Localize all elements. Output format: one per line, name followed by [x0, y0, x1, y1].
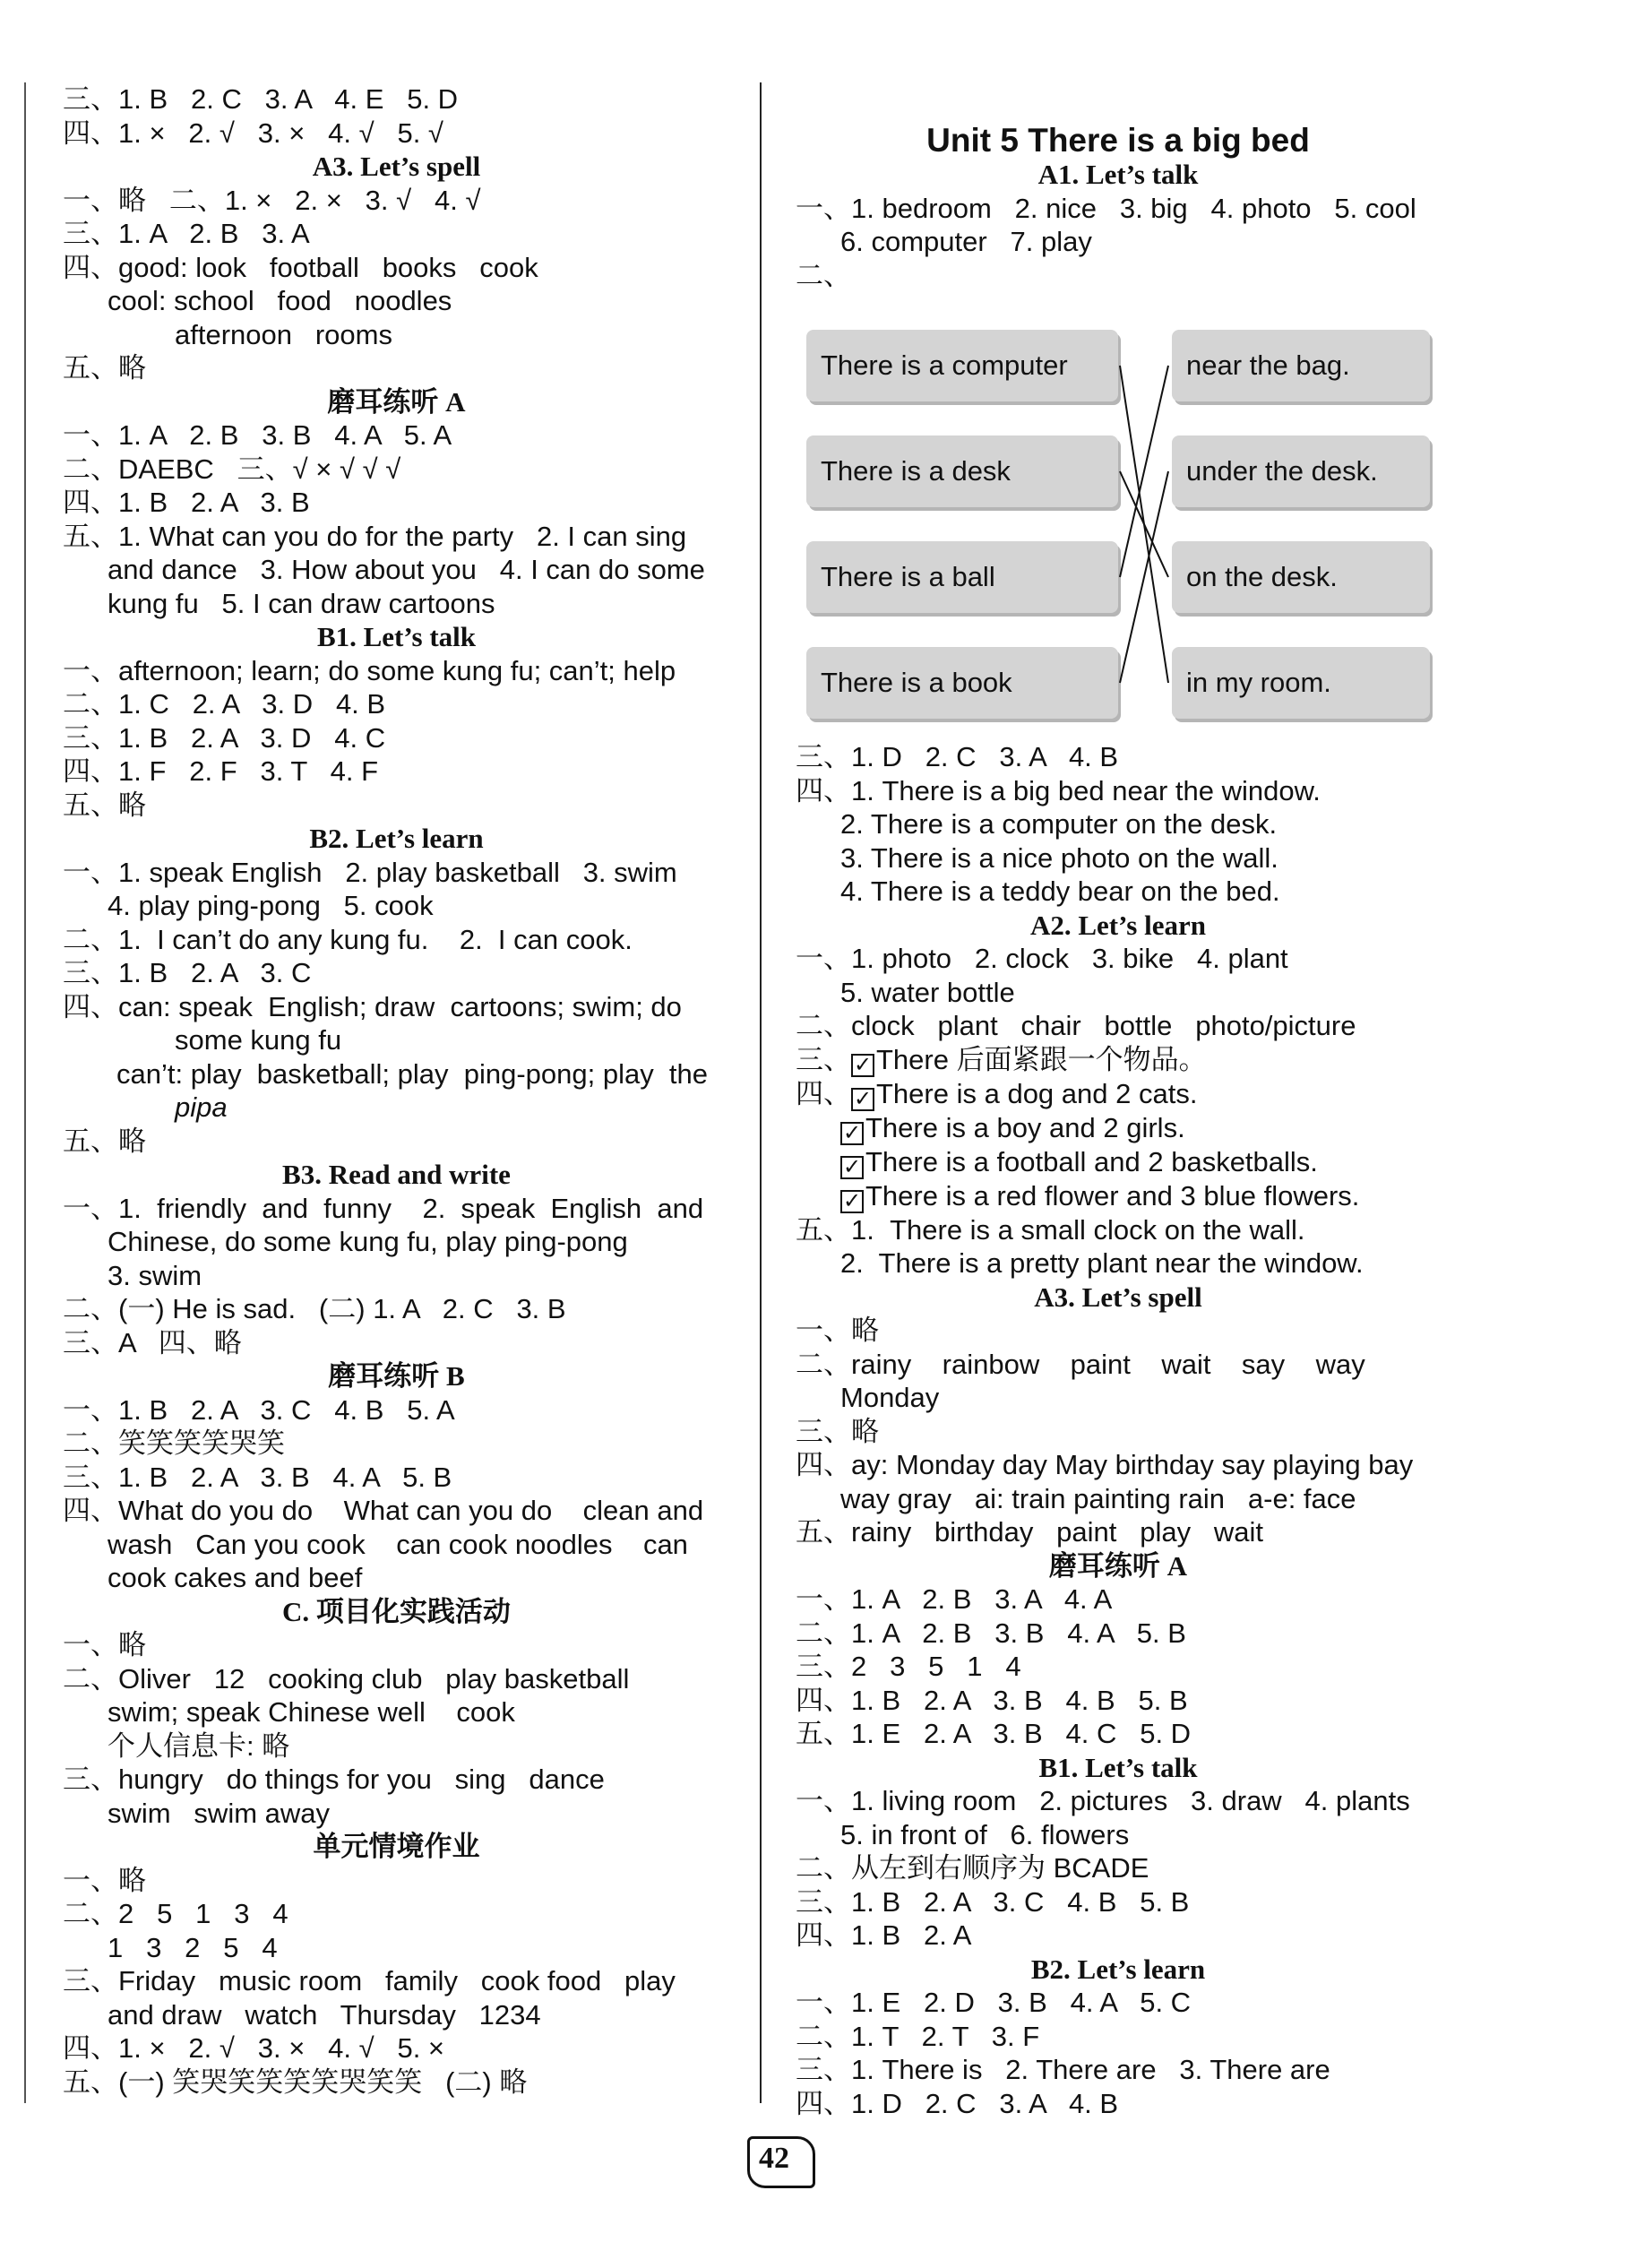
checkbox-icon: ✓: [840, 1122, 864, 1145]
answer-line: 四、1. B 2. A: [796, 1919, 972, 1951]
answer-line: 一、1. E 2. D 3. B 4. A 5. C: [796, 1987, 1192, 2018]
match-line: [1120, 471, 1168, 683]
answer-line: 二、1. T 2. T 3. F: [796, 2020, 1040, 2052]
answer-line: 五、略: [63, 352, 146, 384]
answer-text: There is a red flower and 3 blue flowers.: [865, 1179, 1360, 1212]
answer-line: 二、1. A 2. B 3. B 4. A 5. B: [796, 1617, 1186, 1649]
answer-line: 三、1. B 2. A 3. C: [63, 957, 312, 988]
answer-text: There is a dog and 2 cats.: [876, 1077, 1198, 1109]
answer-line: 三、A 四、略: [63, 1326, 242, 1358]
answer-line: 二、clock plant chair bottle photo/picture: [796, 1010, 1356, 1041]
answer-line: [796, 1179, 1441, 1213]
answer-line: 2. There is a computer on the desk.: [840, 808, 1278, 840]
answer-line: 四、1. B 2. A 3. B 4. B 5. B: [796, 1684, 1188, 1716]
answer-line: 个人信息卡: 略: [108, 1729, 290, 1762]
answer-line: 五、略: [63, 1125, 146, 1157]
answer-line: 1 3 2 5 4: [108, 1931, 278, 1963]
answer-line: [796, 1111, 1441, 1145]
answer-text: There is a football and 2 basketballs.: [865, 1145, 1318, 1177]
checkbox-icon: ✓: [840, 1156, 864, 1179]
answer-line: cool: school food noodles: [108, 285, 452, 316]
answer-line: 四、1. B 2. A 3. B: [63, 487, 310, 518]
match-line: [1120, 366, 1168, 577]
answer-line: 三、1. B 2. A 3. B 4. A 5. B: [63, 1461, 452, 1493]
checkbox-icon: ✓: [851, 1088, 874, 1111]
answer-line: 一、略: [796, 1315, 879, 1346]
match-right-box: on the desk.: [1172, 541, 1430, 613]
answer-line: can’t: play basketball; play ping-pong; play the: [116, 1057, 709, 1090]
answer-line: way gray ai: train painting rain a-e: face: [840, 1482, 1356, 1514]
section-heading: A3. Let’s spell: [312, 151, 481, 182]
match-right-box: near the bag.: [1172, 330, 1430, 401]
answer-line: pipa: [175, 1091, 228, 1123]
section-heading: B1. Let’s talk: [1038, 1751, 1198, 1783]
answer-line: 四、ay: Monday day May birthday say playing bay: [796, 1449, 1414, 1480]
answer-line: 一、略: [63, 1864, 146, 1896]
answer-line: 三、1. A 2. B 3. A: [63, 218, 310, 249]
answer-line: 四、What do you do What can you do clean and: [63, 1495, 704, 1526]
answer-line: 四、good: look football books cook: [63, 251, 538, 283]
answer-line: 三、1. B 2. A 3. D 4. C: [63, 721, 386, 754]
match-left-box: There is a desk: [806, 435, 1118, 507]
answer-line: 一、1. A 2. B 3. A 4. A: [796, 1583, 1113, 1615]
answer-line: wash Can you cook can cook noodles can: [108, 1528, 688, 1560]
answer-line: 4. There is a teddy bear on the bed.: [840, 875, 1280, 907]
section-heading: 磨耳练听 A: [327, 385, 466, 418]
answer-line: 二、从左到右顺序为 BCADE: [796, 1852, 1149, 1884]
section-heading: B2. Let’s learn: [309, 823, 484, 854]
answer-line: [796, 1077, 1441, 1111]
answer-line: 一、1. photo 2. clock 3. bike 4. plant: [796, 943, 1288, 974]
answer-line: 一、1. bedroom 2. nice 3. big 4. photo 5. cool: [796, 192, 1416, 224]
section-heading: 磨耳练听 A: [1048, 1549, 1188, 1582]
section-heading: B2. Let’s learn: [1030, 1953, 1206, 1985]
answer-line: 五、1. What can you do for the party 2. I can sing: [63, 520, 687, 552]
match-left-box: There is a ball: [806, 541, 1118, 613]
page-number: [731, 2131, 817, 2186]
answer-line: 一、1. friendly and funny 2. speak English and: [63, 1192, 704, 1224]
answer-text: There is a boy and 2 girls.: [865, 1111, 1185, 1143]
section-heading: C. 项目化实践活动: [282, 1595, 511, 1627]
answer-line: kung fu 5. I can draw cartoons: [108, 587, 495, 619]
answer-line: afternoon rooms: [175, 318, 392, 350]
match-right-box: in my room.: [1172, 647, 1430, 719]
answer-line: 一、略 二、1. × 2. × 3. √ 4. √: [63, 184, 481, 216]
answer-line: 一、afternoon; learn; do some kung fu; can’t; help: [63, 654, 676, 686]
answer-line: 二、1. C 2. A 3. D 4. B: [63, 688, 386, 720]
answer-line: [796, 1145, 1441, 1179]
section-heading: A1. Let’s talk: [1037, 159, 1199, 190]
answer-line: 三、2 3 5 1 4: [796, 1651, 1021, 1682]
match-right-box: under the desk.: [1172, 435, 1430, 507]
left-column: [63, 82, 730, 2099]
answer-line: 一、1. speak English 2. play basketball 3. swim: [63, 856, 677, 888]
section-heading: 单元情境作业: [313, 1831, 480, 1862]
answer-line: Chinese, do some kung fu, play ping-pong: [108, 1226, 628, 1257]
answer-line: cook cakes and beef: [108, 1562, 363, 1593]
matching-lines: [796, 292, 1441, 740]
answer-line: 四、can: speak English; draw cartoons; swim; do: [63, 990, 682, 1022]
answer-line: swim; speak Chinese well cook: [108, 1696, 515, 1728]
answer-line: 三、hungry do things for you sing dance: [63, 1764, 605, 1795]
answer-line: Monday: [840, 1382, 940, 1413]
section-heading: A3. Let’s spell: [1034, 1281, 1202, 1313]
column-divider: [760, 82, 762, 2103]
right-column-answers: [796, 740, 1441, 2120]
answer-line: 5. water bottle: [840, 976, 1015, 1008]
answer-line: 二、笑笑笑笑哭笑: [63, 1427, 285, 1459]
answer-line: 二、DAEBC 三、√ × √ √ √: [63, 453, 401, 485]
left-margin-rule: [24, 82, 26, 2103]
answer-line: 四、1. F 2. F 3. T 4. F: [63, 755, 379, 787]
answer-line: 四、1. × 2. √ 3. × 4. √ 5. √: [63, 116, 443, 149]
answer-line: 二、rainy rainbow paint wait say way: [796, 1348, 1365, 1380]
answer-line: 一、1. living room 2. pictures 3. draw 4. plants: [796, 1785, 1410, 1816]
checkbox-icon: ✓: [851, 1054, 874, 1077]
answer-line: 五、略: [63, 789, 146, 821]
match-left-box: There is a book: [806, 647, 1118, 719]
answer-line: 5. in front of 6. flowers: [840, 1818, 1130, 1850]
answer-line: 4. play ping-pong 5. cook: [108, 890, 434, 921]
answer-line: 二、Oliver 12 cooking club play basketball: [63, 1662, 630, 1695]
answer-line: 三、1. B 2. A 3. C 4. B 5. B: [796, 1885, 1190, 1918]
answer-line: 三、Friday music room family cook food play: [63, 1965, 676, 1996]
answer-line: 三、1. B 2. C 3. A 4. E 5. D: [63, 83, 459, 115]
answer-line: 2. There is a pretty plant near the window.: [840, 1247, 1364, 1279]
answer-line: 二、(一) He is sad. (二) 1. A 2. C 3. B: [63, 1293, 566, 1324]
answer-line: 五、rainy birthday paint play wait: [796, 1516, 1264, 1548]
match-line: [1120, 471, 1168, 577]
answer-prefix: 三、: [796, 1043, 851, 1075]
answer-line: 三、略: [796, 1415, 879, 1447]
answer-line: 五、1. There is a small clock on the wall.: [796, 1213, 1305, 1246]
answer-line: 三、1. D 2. C 3. A 4. B: [796, 741, 1119, 772]
page-number-text: 42: [759, 2142, 789, 2175]
answer-line: 6. computer 7. play: [840, 226, 1092, 257]
answer-line: and draw watch Thursday 1234: [108, 1998, 541, 2031]
answer-text: There 后面紧跟一个物品。: [876, 1043, 1207, 1075]
answer-line: 四、1. There is a big bed near the window.: [796, 774, 1321, 806]
right-column: [796, 82, 1441, 2120]
matching-exercise: [796, 292, 1441, 740]
answer-line: 二、1. I can’t do any kung fu. 2. I can cook.: [63, 923, 633, 955]
section-heading: 磨耳练听 B: [328, 1360, 465, 1392]
checkbox-icon: ✓: [840, 1190, 864, 1213]
answer-line: 3. There is a nice photo on the wall.: [840, 841, 1278, 874]
answer-line: 二、: [796, 259, 851, 291]
answer-line: swim swim away: [108, 1797, 331, 1829]
answer-line: 五、1. E 2. A 3. B 4. C 5. D: [796, 1718, 1192, 1749]
section-heading: B3. Read and write: [282, 1159, 511, 1190]
section-heading: A2. Let’s learn: [1029, 909, 1206, 941]
answer-line: 三、1. There is 2. There are 3. There are: [796, 2054, 1330, 2085]
answer-line: 一、略: [63, 1629, 146, 1660]
answer-line: [796, 1043, 1441, 1077]
unit-title: Unit 5 There is a big bed: [926, 122, 1310, 159]
answer-line: 3. swim: [108, 1259, 202, 1291]
answer-line: some kung fu: [175, 1024, 342, 1056]
answer-line: 一、1. B 2. A 3. C 4. B 5. A: [63, 1393, 455, 1426]
answer-line: 四、1. × 2. √ 3. × 4. √ 5. ×: [63, 2032, 445, 2064]
match-left-box: There is a computer: [806, 330, 1118, 401]
answer-line: 五、(一) 笑哭笑笑笑笑哭笑笑 (二) 略: [63, 2065, 528, 2098]
answer-line: 二、2 5 1 3 4: [63, 1898, 288, 1929]
answer-line: and dance 3. How about you 4. I can do some: [108, 554, 705, 585]
answer-line: 一、1. A 2. B 3. B 4. A 5. A: [63, 419, 452, 451]
answer-prefix: 四、: [796, 1077, 851, 1109]
answer-line: 四、1. D 2. C 3. A 4. B: [796, 2087, 1119, 2119]
section-heading: B1. Let’s talk: [316, 621, 477, 652]
